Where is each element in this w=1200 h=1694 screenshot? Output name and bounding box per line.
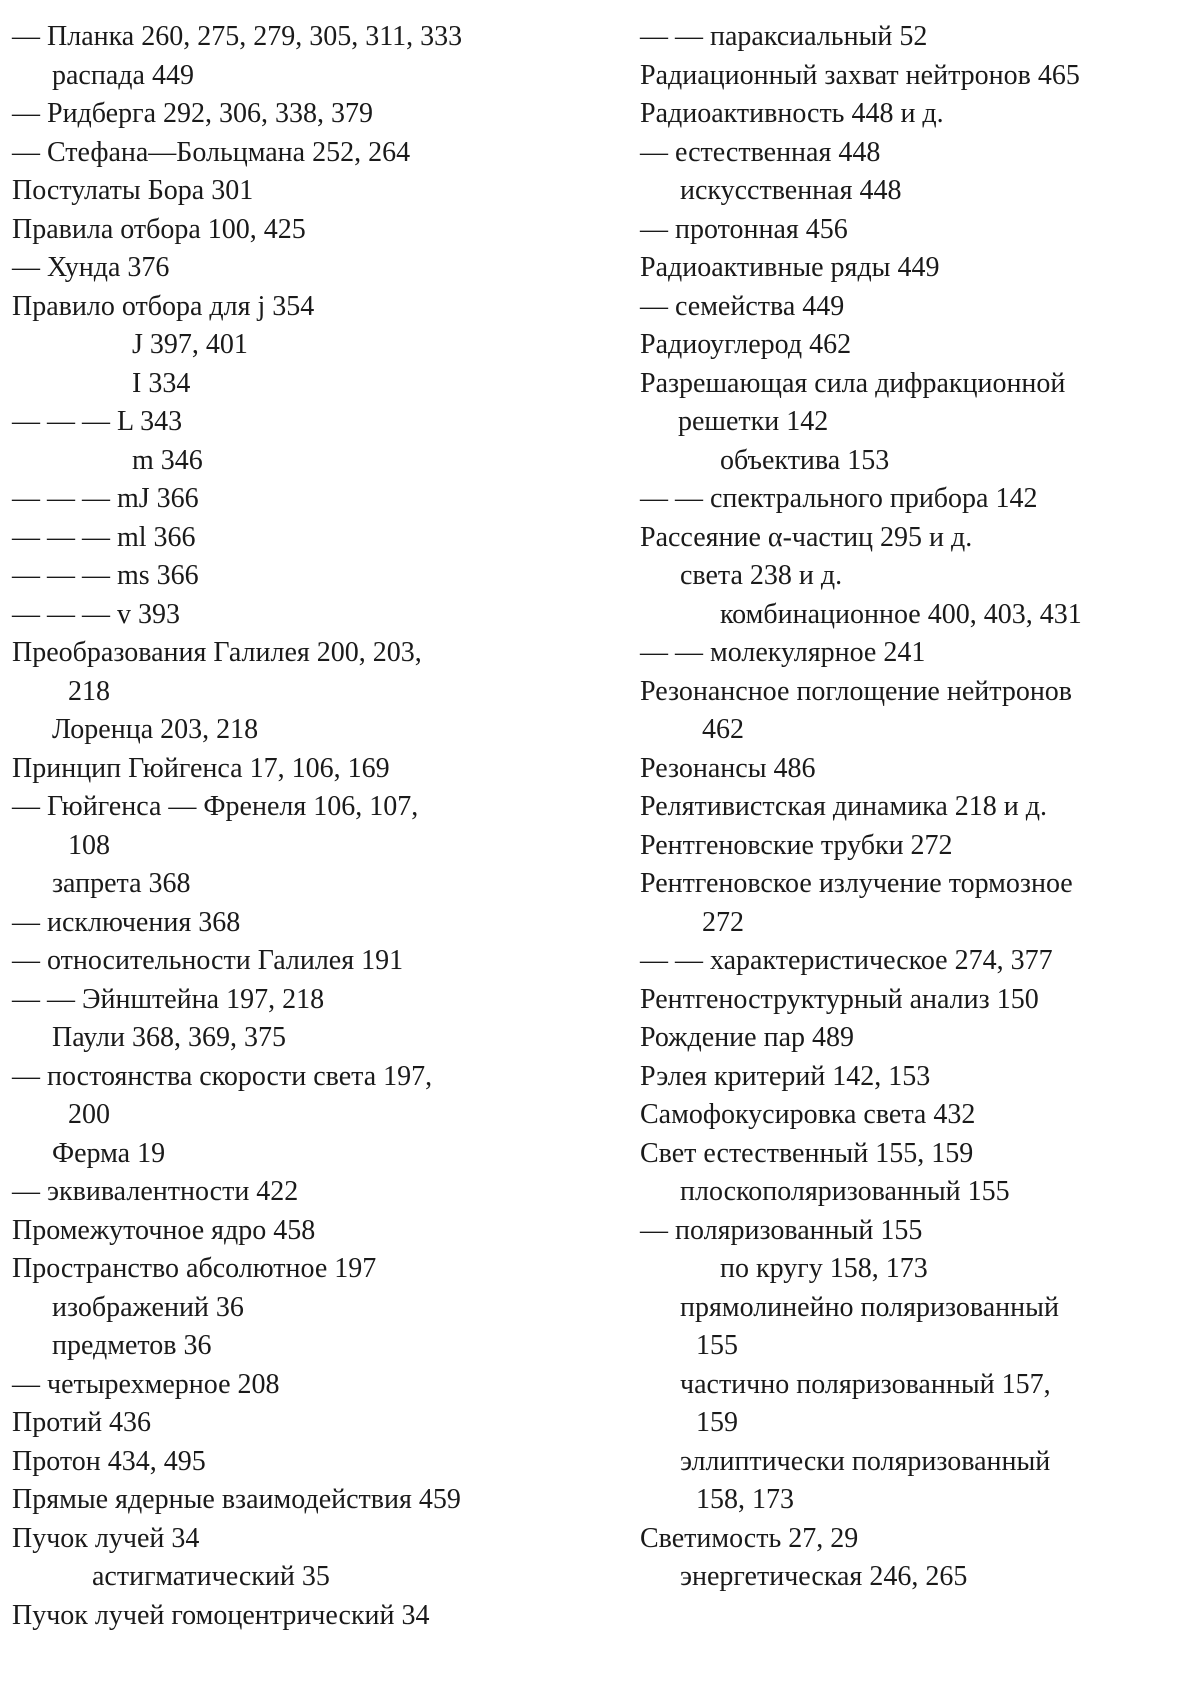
index-entry: Радиоактивные ряды 449 [640,252,940,283]
index-entry: комбинационное 400, 403, 431 [720,598,1082,630]
index-entry: — естественная 448 [640,136,881,168]
index-entry: частично поляризованный 157, [680,1368,1051,1400]
index-entry: Преобразования Галилея 200, 203, [12,637,422,668]
index-entry: — четырехмерное 208 [12,1368,280,1400]
index-entry: — — — mJ 366 [12,483,199,514]
index-entry: Принцип Гюйгенса 17, 106, 169 [12,752,390,784]
index-entry: — протонная 456 [640,213,848,245]
index-entry: энергетическая 246, 265 [680,1561,968,1592]
index-entry: Пучок лучей гомоцентрический 34 [12,1599,430,1631]
index-entry: Радиационный захват нейтронов 465 [640,59,1080,91]
index-entry: искусственная 448 [680,175,902,206]
index-entry: Резонансы 486 [640,752,816,784]
index-column-left [12,18,572,1635]
index-entry: Протий 436 [12,1407,152,1438]
index-entry: по кругу 158, 173 [720,1253,928,1284]
index-entry: Ферма 19 [52,1137,166,1169]
index-entry: Лоренца 203, 218 [52,714,259,745]
index-entry: Протон 434, 495 [12,1445,206,1477]
index-entry: — семейства 449 [640,290,845,322]
index-entry: прямолинейно поляризованный [680,1291,1059,1323]
index-entry: Правило отбора для j 354 [12,290,315,322]
index-entry: — поляризованный 155 [640,1214,923,1246]
index-column-right [640,18,1180,1597]
index-entry: Самофокусировка света 432 [640,1099,976,1130]
index-entry: — относительности Галилея 191 [12,945,404,976]
index-entry: — — — ml 366 [12,521,196,553]
index-entry: Радиоактивность 448 и д. [640,98,944,129]
index-entry: — — — v 393 [12,598,180,630]
index-entry: — — спектрального прибора 142 [640,483,1038,514]
index-entry: — — характеристическое 274, 377 [640,945,1053,976]
index-entry: Свет естественный 155, 159 [640,1137,974,1169]
index-entry: Правила отбора 100, 425 [12,213,306,245]
index-entry: I 334 [132,367,191,399]
index-entry: 272 [702,906,744,938]
index-entry: Рэлея критерий 142, 153 [640,1060,931,1092]
index-entry: 108 [68,829,110,861]
index-entry: света 238 и д. [680,560,843,591]
index-entry: — — — ms 366 [12,560,199,591]
index-entry: Радиоуглерод 462 [640,329,852,360]
index-entry: — Гюйгенса — Френеля 106, 107, [12,791,419,822]
index-entry: — исключения 368 [12,906,241,938]
index-entry: 155 [696,1330,738,1361]
index-entry: — Ридберга 292, 306, 338, 379 [12,98,374,129]
index-entry: — постоянства скорости света 197, [12,1060,433,1092]
index-entry: — — — L 343 [12,406,183,437]
index-entry: Паули 368, 369, 375 [52,1022,286,1053]
index-entry: Постулаты Бора 301 [12,175,254,206]
index-entry: Пучок лучей 34 [12,1522,200,1554]
index-entry: — Планка 260, 275, 279, 305, 311, 333 [12,21,463,52]
index-entry: решетки 142 [678,406,829,437]
index-entry: Резонансное поглощение нейтронов [640,675,1073,707]
index-entry: эллиптически поляризованный [680,1445,1051,1477]
index-entry: Прямые ядерные взаимодействия 459 [12,1484,461,1515]
index-entry: Промежуточное ядро 458 [12,1214,316,1246]
index-entry: — — параксиальный 52 [640,21,928,52]
index-entry: 158, 173 [696,1484,794,1515]
index-entry: Рентгеновское излучение тормозное [640,868,1073,899]
index-entry: Светимость 27, 29 [640,1522,859,1554]
index-entry: распада 449 [52,59,194,91]
index-entry: Рентгеноструктурный анализ 150 [640,983,1039,1015]
index-entry: Рентгеновские трубки 272 [640,829,953,861]
index-entry: 462 [702,714,744,745]
index-entry: 218 [68,675,110,707]
index-entry: — — Эйнштейна 197, 218 [12,983,325,1015]
index-entry: запрета 368 [52,868,191,899]
index-entry: — Стефана—Больцмана 252, 264 [12,136,411,168]
index-entry: 200 [68,1099,110,1130]
index-entry: Рождение пар 489 [640,1022,855,1053]
index-entry: — — молекулярное 241 [640,637,926,668]
index-entry: объектива 153 [720,444,890,476]
index-entry: Релятивистская динамика 218 и д. [640,791,1048,822]
index-entry: предметов 36 [52,1330,212,1361]
index-entry: изображений 36 [52,1291,244,1323]
index-entry: плоскополяризованный 155 [680,1176,1010,1207]
index-entry: J 397, 401 [132,329,248,360]
index-entry: — эквивалентности 422 [12,1176,299,1207]
index-entry: Пространство абсолютное 197 [12,1253,377,1284]
index-entry: m 346 [132,444,203,476]
index-entry: Рассеяние α-частиц 295 и д. [640,521,973,553]
index-entry: Разрешающая сила дифракционной [640,367,1066,399]
index-entry: астигматический 35 [92,1561,330,1592]
index-entry: — Хунда 376 [12,252,170,283]
index-entry: 159 [696,1407,738,1438]
